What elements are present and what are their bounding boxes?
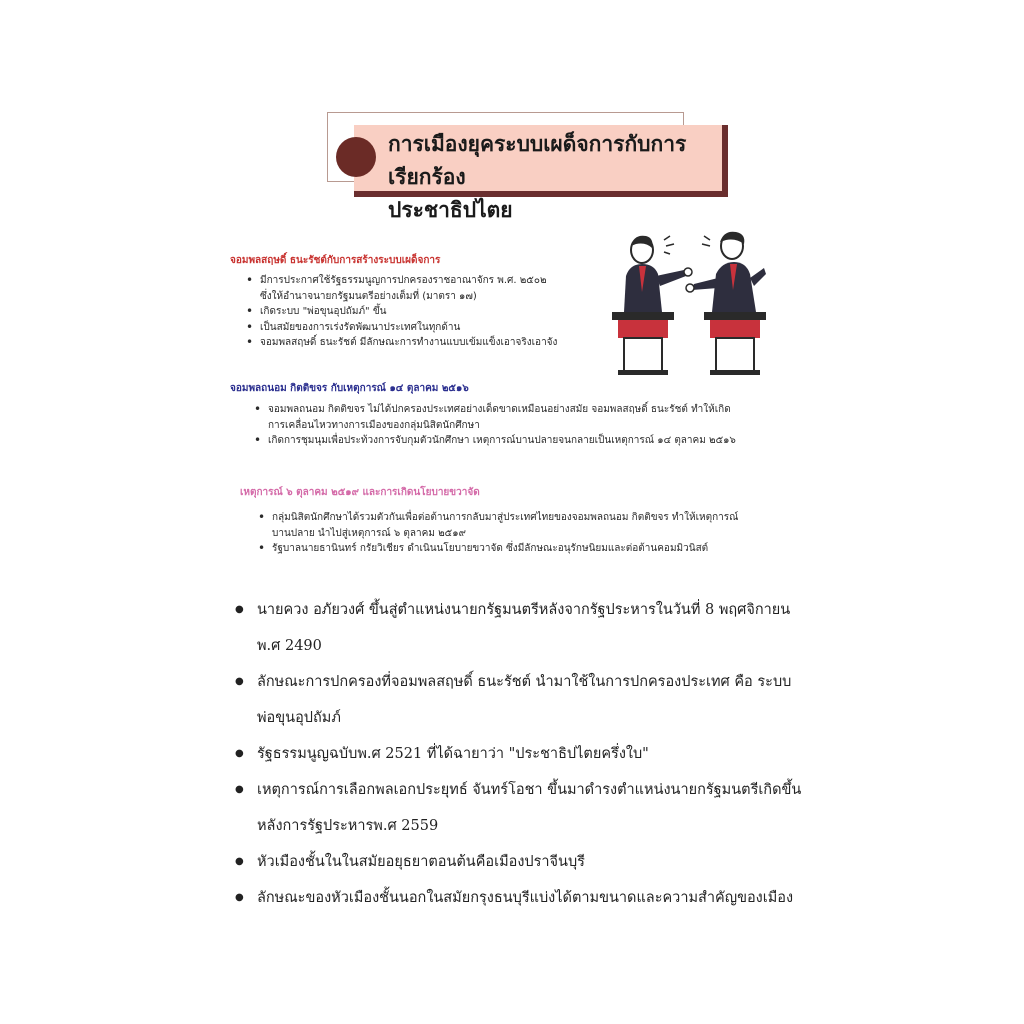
list-item-text: • เกิดการชุมนุมเพื่อประท้วงการจับกุมตัวนักศึกษา เหตุการณ์บานปลายจนกลายเป็นเหตุการณ์ ๑๔ ตุลาคม ๒๕๑๖ xyxy=(268,435,736,446)
list-item-text: ● ลักษณะของหัวเมืองชั้นนอกในสมัยกรุงธนบุรีแบ่งได้ตามขนาดและความสำคัญของเมือง xyxy=(257,890,794,906)
list-item-text: ● เหตุการณ์การเลือกพลเอกประยุทธ์ จันทร์โอชา ขึ้นมาดำรงตำแหน่งนายกรัฐมนตรีเกิดขึ้น xyxy=(257,782,802,798)
list-item-text: ● หัวเมืองชั้นในในสมัยอยุธยาตอนต้นคือเมืองปราจีนบุรี xyxy=(257,854,585,870)
list-item-text: • เป็นสมัยของการเร่งรัดพัฒนาประเทศในทุกด้าน xyxy=(260,321,461,333)
section-2-heading: จอมพลถนอม กิตติขจร กับเหตุการณ์ ๑๔ ตุลาคม ๒๕๑๖ xyxy=(230,383,469,394)
list-item xyxy=(232,880,812,916)
list-item-text: ● นายควง อภัยวงศ์ ขึ้นสู่ตำแหน่งนายกรัฐมนตรีหลังจากรัฐประหารในวันที่ 8 พฤศจิกายน xyxy=(257,602,791,618)
main-list xyxy=(232,592,812,916)
list-item xyxy=(232,592,812,664)
list-item-text: • จอมพลถนอม กิตติขจร ไม่ได้ปกครองประเทศอย่างเด็ดขาดเหมือนอย่างสมัย จอมพลสฤษดิ์ ธนะรัชต์ ทำให้เกิด xyxy=(268,404,731,415)
list-item-text: ซึ่งให้อำนาจนายกรัฐมนตรีอย่างเต็มที่ (มาตรา ๑๗) xyxy=(260,290,477,302)
list-item-text: พ.ศ 2490 xyxy=(257,638,322,654)
list-item xyxy=(246,273,606,304)
list-item xyxy=(258,510,808,541)
list-item xyxy=(232,844,812,880)
debate-illustration-icon xyxy=(606,228,774,376)
list-item xyxy=(246,335,606,351)
page-title xyxy=(388,128,718,227)
list-item-text: • กลุ่มนิสิตนักศึกษาได้รวมตัวกันเพื่อต่อต้านการกลับมาสู่ประเทศไทยของจอมพลถนอม กิตติขจร ทำให้เหตุการณ์ xyxy=(272,512,739,523)
list-item-text: • มีการประกาศใช้รัฐธรรมนูญการปกครองราชอาณาจักร พ.ศ. ๒๕๐๒ xyxy=(260,275,547,286)
list-item-text: พ่อขุนอุปถัมภ์ xyxy=(257,710,341,726)
page-title-line-1: การเมืองยุคระบบเผด็จการกับการเรียกร้อง xyxy=(388,132,687,189)
section-2-list xyxy=(254,402,814,449)
list-item xyxy=(258,541,808,557)
list-item-text: การเคลื่อนไหวทางการเมืองของกลุ่มนิสิตนักศึกษา xyxy=(268,419,480,431)
list-item-text: บานปลาย นำไปสู่เหตุการณ์ ๖ ตุลาคม ๒๕๑๙ xyxy=(272,527,466,539)
list-item-text: • รัฐบาลนายธานินทร์ กรัยวิเชียร ดำเนินนโยบายขวาจัด ซึ่งมีลักษณะอนุรักษนิยมและต่อต้านคอมมิวนิสต์ xyxy=(272,543,709,554)
section-1-list xyxy=(246,273,606,351)
list-item-text: ● รัฐธรรมนูญฉบับพ.ศ 2521 ที่ได้ฉายาว่า "ประชาธิปไตยครึ่งใบ" xyxy=(257,746,649,762)
list-item-text: ● ลักษณะการปกครองที่จอมพลสฤษดิ์ ธนะรัชต์ นำมาใช้ในการปกครองประเทศ คือ ระบบ xyxy=(257,674,792,690)
title-dot-icon xyxy=(336,137,376,177)
list-item xyxy=(246,320,606,336)
section-1-heading: จอมพลสฤษดิ์ ธนะรัชต์กับการสร้างระบบเผด็จการ xyxy=(230,255,441,266)
list-item xyxy=(254,433,814,449)
list-item xyxy=(232,772,812,844)
list-item-text: หลังการรัฐประหารพ.ศ 2559 xyxy=(257,818,439,834)
list-item-text: • เกิดระบบ "พ่อขุนอุปถัมภ์" ขึ้น xyxy=(260,306,387,317)
section-3-list xyxy=(258,510,808,557)
list-item-text: • จอมพลสฤษดิ์ ธนะรัชต์ มีลักษณะการทำงานแบบเข้มแข็งเอาจริงเอาจัง xyxy=(260,337,558,348)
list-item xyxy=(246,304,606,320)
list-item xyxy=(232,736,812,772)
list-item xyxy=(254,402,814,433)
list-item xyxy=(232,664,812,736)
section-3-heading: เหตุการณ์ ๖ ตุลาคม ๒๕๑๙ และการเกิดนโยบายขวาจัด xyxy=(240,487,480,498)
page-title-line-2: ประชาธิปไตย xyxy=(388,198,513,222)
